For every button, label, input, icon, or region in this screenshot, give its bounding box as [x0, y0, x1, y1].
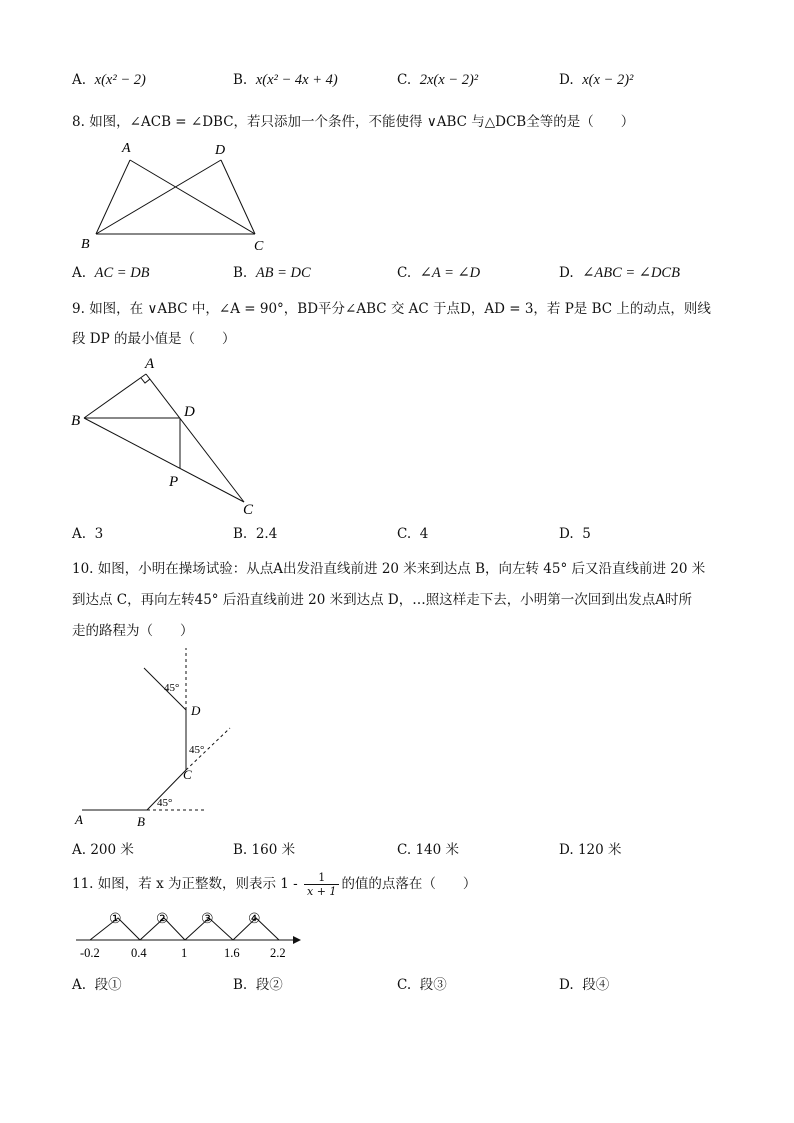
q9-stem-line2 [72, 327, 236, 347]
fraction-numerator: 1 [304, 871, 339, 885]
option-letter: D. [559, 526, 574, 542]
q10-stem-line2 [72, 588, 692, 608]
tick-label: 0.4 [131, 946, 147, 960]
label-b: B [71, 413, 81, 429]
q9-option-b[interactable] [233, 526, 277, 542]
q8-option-a[interactable] [72, 265, 150, 282]
segment-dc [221, 160, 255, 234]
q8-option-b[interactable] [233, 265, 311, 282]
option-expr: 140 米 [415, 842, 459, 858]
q10-option-d[interactable] [559, 838, 622, 858]
angle-label-c: 45° [189, 744, 205, 756]
option-expr: 120 米 [577, 842, 622, 858]
option-expr: 200 米 [90, 842, 134, 858]
question-text: 段 DP 的最小值是（ ） [72, 331, 236, 347]
q7-option-c[interactable] [397, 72, 478, 89]
question-number: 8. [72, 114, 85, 130]
label-b: B [81, 237, 90, 252]
segment-db [96, 160, 221, 234]
label-c: C [254, 239, 264, 254]
label-d: D [184, 404, 195, 420]
label-p: P [169, 474, 179, 490]
option-letter: B. [233, 842, 248, 858]
option-expr: 160 米 [251, 842, 296, 858]
option-expr: x(x − 2)² [582, 72, 634, 88]
q8-option-d[interactable] [559, 265, 680, 282]
option-expr: 4 [419, 526, 429, 542]
question-text: 如图，小明在操场试验：从点A出发沿直线前进 20 米来到达点 B，向左转 45° 后又沿直线前进 20 米 [97, 561, 706, 577]
option-expr: x(x² − 2) [94, 72, 146, 88]
question-number: 9. [72, 301, 85, 317]
angle-label-b: 45° [157, 797, 173, 809]
option-letter: A. [72, 526, 87, 542]
q8-figure [78, 138, 278, 256]
option-expr: 2.4 [255, 526, 278, 542]
option-letter: A. [72, 842, 87, 858]
tick-label: 2.2 [270, 946, 286, 960]
option-letter: C. [397, 842, 412, 858]
label-c: C [243, 502, 254, 518]
option-expr: AB = DC [255, 265, 311, 281]
segment-ac [130, 160, 255, 234]
q10-figure [70, 646, 240, 832]
q9-stem-line1 [72, 297, 711, 317]
option-letter: A. [72, 72, 87, 88]
tick-label: 1 [181, 946, 188, 960]
question-text: 走的路程为（ ） [72, 623, 194, 639]
option-expr: 段② [255, 977, 283, 993]
q7-option-b[interactable] [233, 72, 338, 89]
option-letter: A. [72, 265, 87, 281]
q8-stem [72, 110, 634, 130]
segment-4-label: ④ [248, 912, 261, 927]
option-letter: B. [233, 72, 248, 88]
option-letter: D. [559, 265, 574, 281]
q10-option-a[interactable] [72, 838, 134, 858]
label-b: B [137, 814, 145, 829]
option-letter: D. [559, 977, 574, 993]
segment-2-label: ② [156, 912, 169, 927]
q9-option-d[interactable] [559, 526, 591, 542]
tick-label: -0.2 [80, 946, 100, 960]
q7-option-d[interactable] [559, 72, 633, 89]
option-letter: A. [72, 977, 87, 993]
label-d: D [215, 143, 226, 158]
question-number: 10. [72, 561, 94, 577]
question-text: 到达点 C，再向左转45° 后沿直线前进 20 米到达点 D，…照这样走下去，小明第一次回到出发点A时所 [72, 592, 692, 608]
option-letter: B. [233, 265, 248, 281]
option-letter: C. [397, 265, 412, 281]
label-a: A [145, 356, 155, 372]
q11-stem [72, 871, 476, 898]
q11-option-b[interactable] [233, 973, 283, 993]
label-a: A [75, 812, 83, 827]
option-letter: C. [397, 977, 412, 993]
segment-bc [84, 418, 244, 502]
question-text: 的值的点落在（ ） [341, 876, 477, 892]
segment-ac [146, 374, 244, 502]
option-expr: AC = DB [94, 265, 150, 281]
fraction-denominator: x + 1 [307, 885, 337, 898]
option-letter: B. [233, 526, 248, 542]
option-expr: 段③ [419, 977, 447, 993]
option-letter: C. [397, 72, 412, 88]
label-a: A [122, 141, 131, 156]
segment-ab [96, 160, 130, 234]
q11-option-d[interactable] [559, 973, 609, 993]
q11-option-c[interactable] [397, 973, 447, 993]
q10-option-b[interactable] [233, 838, 295, 858]
option-letter: C. [397, 526, 412, 542]
option-letter: D. [559, 842, 574, 858]
question-text: 如图，若 x 为正整数，则表示 1 - [97, 876, 298, 892]
q8-option-c[interactable] [397, 265, 480, 282]
q10-stem-line3 [72, 619, 194, 639]
q11-figure [70, 906, 310, 962]
axis-arrow [293, 936, 301, 944]
tick-label: 1.6 [224, 946, 240, 960]
label-c: C [183, 767, 192, 782]
angle-label-d: 45° [164, 682, 180, 694]
option-expr: 2x(x − 2)² [419, 72, 479, 88]
option-letter: B. [233, 977, 248, 993]
segment-ab [84, 374, 146, 418]
question-number: 11. [72, 876, 94, 892]
q10-stem-line1 [72, 557, 705, 577]
option-expr: ∠A = ∠D [419, 265, 481, 281]
q9-option-a[interactable] [72, 526, 103, 542]
fraction [304, 871, 339, 898]
q9-figure [68, 352, 278, 522]
question-text: 如图，在 ∨ABC 中，∠A = 90°，BD平分∠ABC 交 AC 于点D，AD = 3，若 P是 BC 上的动点，则线 [89, 301, 711, 317]
question-text: 如图，∠ACB = ∠DBC，若只添加一个条件，不能使得 ∨ABC 与△DCB全等的是（ ） [89, 114, 635, 130]
q11-option-a[interactable] [72, 973, 122, 993]
q9-option-c[interactable] [397, 526, 428, 542]
option-expr: 段④ [582, 977, 610, 993]
right-angle-mark [141, 378, 150, 383]
option-expr: ∠ABC = ∠DCB [582, 265, 680, 281]
segment-1-label: ① [109, 912, 122, 927]
option-expr: 5 [582, 526, 591, 542]
option-expr: 段① [94, 977, 122, 993]
label-d: D [191, 703, 201, 718]
option-expr: x(x² − 4x + 4) [255, 72, 338, 88]
q7-option-a[interactable] [72, 72, 146, 89]
option-letter: D. [559, 72, 574, 88]
segment-3-label: ③ [201, 912, 214, 927]
option-expr: 3 [94, 526, 104, 542]
q10-option-c[interactable] [397, 838, 459, 858]
